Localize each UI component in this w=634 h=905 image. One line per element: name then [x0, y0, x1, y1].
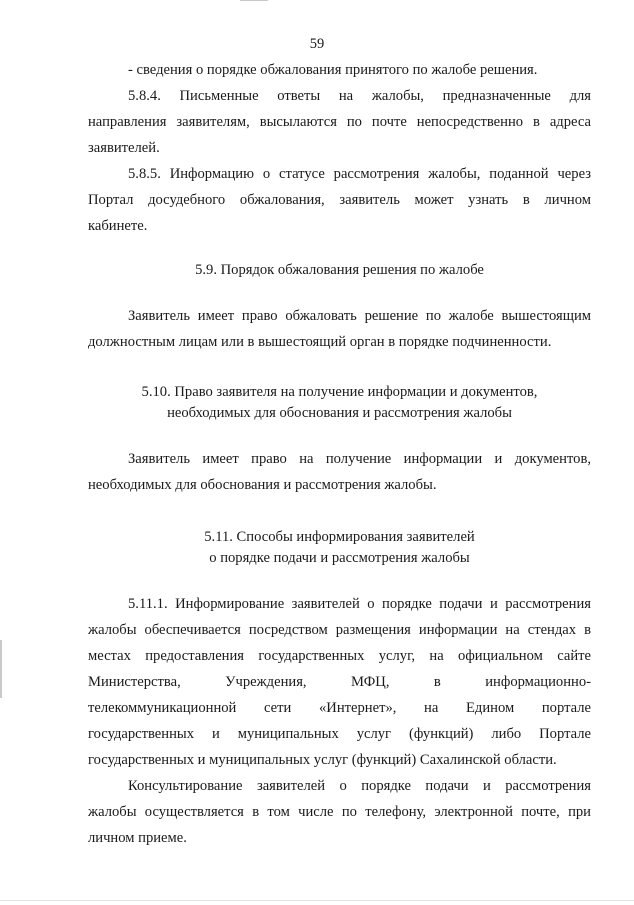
body-line: 5.8.4. Письменные ответы на жалобы, предназначенные для — [128, 88, 591, 104]
body-line: Консультирование заявителей о порядке подачи и рассмотрения — [128, 778, 591, 794]
body-line: государственных и муниципальных услуг (функций) либо Портале — [88, 726, 591, 742]
body-line: Заявитель имеет право на получение информации и документов, — [128, 451, 591, 467]
scan-edge-mark — [240, 0, 268, 1]
body-line: 5.8.5. Информацию о статусе рассмотрения жалобы, поданной через — [128, 166, 591, 182]
body-line: местах предоставления государственных услуг, на официальном сайте — [88, 648, 591, 664]
body-line: жалобы осуществляется в том числе по телефону, электронной почте, при — [88, 804, 591, 820]
body-line: должностным лицам или в вышестоящий орган в порядке подчиненности. — [88, 334, 552, 350]
body-line: заявителей. — [88, 140, 160, 156]
body-line: жалобы обеспечивается посредством размещения информации на стендах в — [88, 622, 591, 638]
section-heading: 5.11. Способы информирования заявителей — [204, 529, 475, 545]
section-heading: 5.10. Право заявителя на получение информации и документов, — [141, 384, 538, 400]
body-line: кабинете. — [88, 218, 148, 234]
body-line: 5.11.1. Информирование заявителей о порядке подачи и рассмотрения — [128, 596, 591, 612]
body-line: государственных и муниципальных услуг (функций) Сахалинской области. — [88, 752, 557, 768]
body-line: телекоммуникационной сети «Интернет», на Едином портале — [88, 700, 591, 716]
scan-edge-mark — [0, 640, 2, 698]
body-line: Министерства, Учреждения, МФЦ, в информационно- — [88, 674, 591, 690]
body-line: личном приеме. — [88, 830, 187, 846]
body-line: Заявитель имеет право обжаловать решение по жалобе вышестоящим — [128, 308, 591, 324]
scan-edge-mark — [0, 900, 634, 901]
section-heading: необходимых для обоснования и рассмотрения жалобы — [167, 405, 512, 421]
section-heading: 5.9. Порядок обжалования решения по жалобе — [195, 262, 484, 278]
body-line: Портал досудебного обжалования, заявитель может узнать в личном — [88, 192, 591, 208]
section-heading: о порядке подачи и рассмотрения жалобы — [209, 550, 470, 566]
body-line: - сведения о порядке обжалования принятого по жалобе решения. — [128, 62, 538, 78]
body-line: необходимых для обоснования и рассмотрения жалобы. — [88, 477, 437, 493]
body-line: направления заявителям, высылаются по почте непосредственно в адреса — [88, 114, 591, 130]
page-number: 59 — [309, 36, 325, 52]
